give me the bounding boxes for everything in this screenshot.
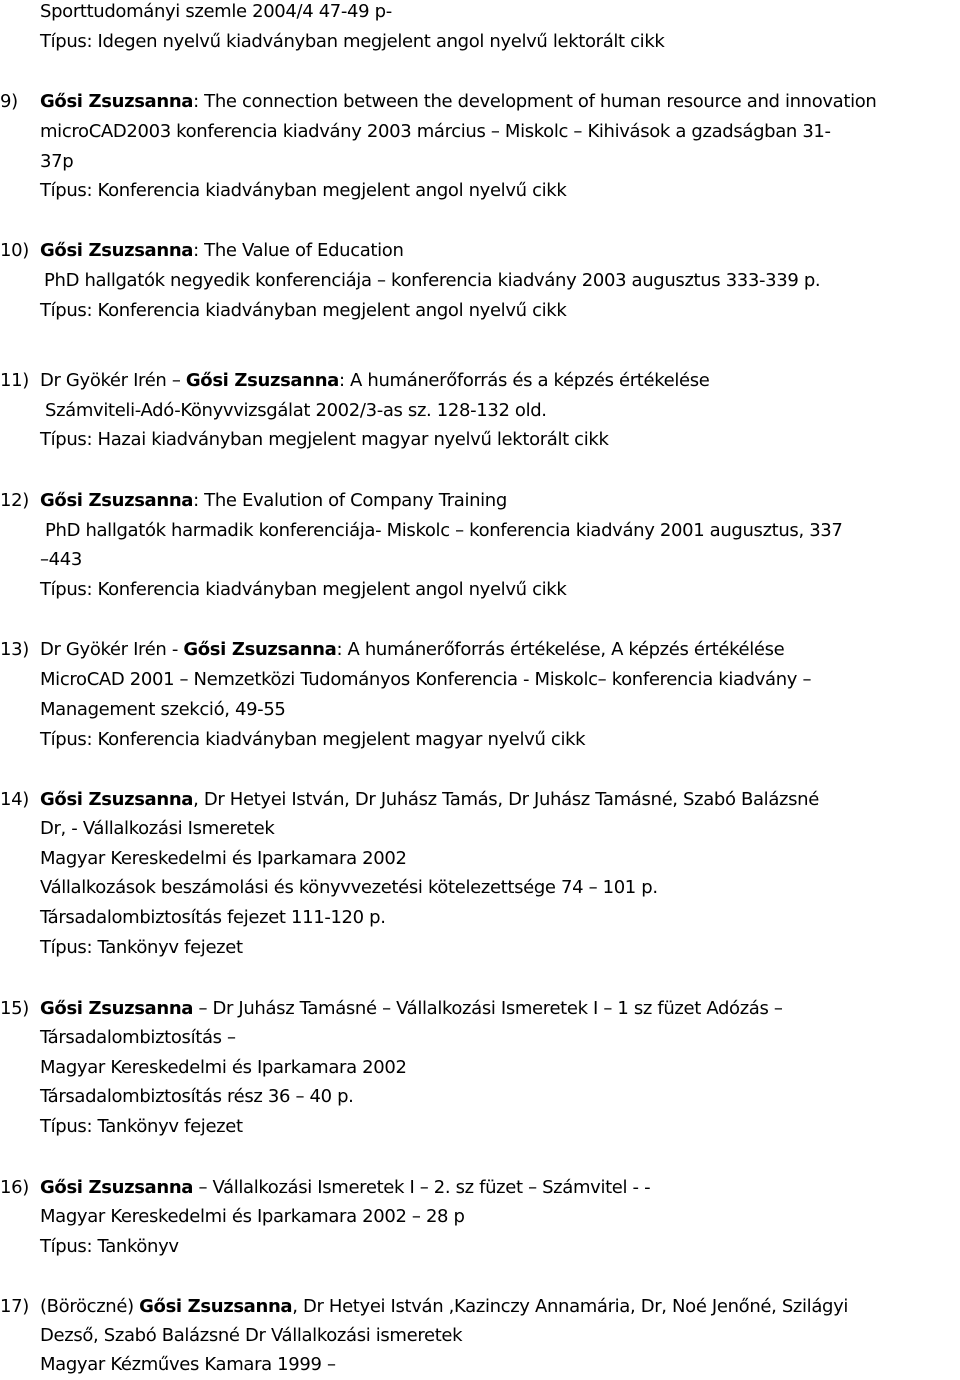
entry-14-line: Társadalombiztosítás fejezet 111-120 p.: [40, 907, 386, 928]
author-name: Gősi Zsuzsanna: [40, 490, 194, 511]
entry-16-title-line: [0, 1173, 650, 1203]
entry-12-line: –443: [40, 549, 82, 570]
entry-number: 17): [0, 1296, 29, 1317]
entry-13-line: MicroCAD 2001 – Nemzetközi Tudományos Konferencia - Miskolc– konferencia kiadvány –: [40, 669, 812, 690]
entry-title: : The Value of Education: [193, 240, 404, 261]
author-name: Gősi Zsuzsanna: [183, 639, 337, 660]
entry-17-line: Magyar Kézműves Kamara 1999 –: [40, 1354, 336, 1375]
coauthor-prefix: (Böröczné): [40, 1296, 140, 1317]
entry-14-type: Típus: Tankönyv fejezet: [40, 937, 243, 958]
entry-number: 10): [0, 240, 29, 261]
entry-11-line: Számviteli-Adó-Könyvvizsgálat 2002/3-as sz. 128-132 old.: [45, 400, 547, 421]
entry-9-title-line: [0, 87, 876, 117]
entry-title: : The Evalution of Company Training: [193, 490, 507, 511]
entry-title: : A humánerőforrás értékelése, A képzés értékélése: [336, 639, 785, 660]
entry-number: 9): [0, 91, 18, 112]
author-name: Gősi Zsuzsanna: [185, 370, 339, 391]
entry-title: : The connection between the development of human resource and innovation: [193, 91, 877, 112]
author-name: Gősi Zsuzsanna: [139, 1296, 293, 1317]
type-line: Típus: Idegen nyelvű kiadványban megjelent angol nyelvű lektorált cikk: [40, 31, 665, 52]
entry-15-line: Társadalombiztosítás –: [40, 1027, 236, 1048]
author-name: Gősi Zsuzsanna: [40, 240, 194, 261]
entry-14-line: Magyar Kereskedelmi és Iparkamara 2002: [40, 848, 407, 869]
entry-number: 11): [0, 370, 29, 391]
entry-12-title-line: [0, 486, 507, 516]
author-name: Gősi Zsuzsanna: [40, 1177, 194, 1198]
entry-number: 15): [0, 998, 29, 1019]
entry-title: , Dr Hetyei István ,Kazinczy Annamária, Dr, Noé Jenőné, Szilágyi: [292, 1296, 849, 1317]
entry-number: 12): [0, 490, 29, 511]
entry-12-line: PhD hallgatók harmadik konferenciája- Miskolc – konferencia kiadvány 2001 augusztus, 337: [45, 520, 843, 541]
entry-number: 13): [0, 639, 29, 660]
entry-11-title-line: [0, 366, 710, 396]
entry-17-title-line: [0, 1292, 848, 1322]
entry-14-title-line: [0, 785, 819, 815]
entry-15-line: Magyar Kereskedelmi és Iparkamara 2002: [40, 1057, 407, 1078]
entry-16-line: Magyar Kereskedelmi és Iparkamara 2002 – 28 p: [40, 1206, 465, 1227]
entry-17-line: Dezső, Szabó Balázsné Dr Vállalkozási ismeretek: [40, 1325, 463, 1346]
entry-13-title-line: [0, 635, 784, 665]
entry-title: , Dr Hetyei István, Dr Juhász Tamás, Dr Juhász Tamásné, Szabó Balázsné: [193, 789, 819, 810]
coauthor-prefix: Dr Gyökér Irén –: [40, 370, 186, 391]
entry-title: : A humánerőforrás és a képzés értékelése: [338, 370, 710, 391]
entry-10-line: PhD hallgatók negyedik konferenciája – konferencia kiadvány 2003 augusztus 333-339 p.: [44, 270, 821, 291]
entry-number: 14): [0, 789, 29, 810]
entry-9-line: 37p: [40, 151, 74, 172]
entry-title: – Dr Juhász Tamásné – Vállalkozási Ismeretek I – 1 sz füzet Adózás –: [193, 998, 783, 1019]
entry-10-title-line: [0, 236, 404, 266]
entry-12-type: Típus: Konferencia kiadványban megjelent angol nyelvű cikk: [40, 579, 567, 600]
author-name: Gősi Zsuzsanna: [40, 91, 194, 112]
entry-10-type: Típus: Konferencia kiadványban megjelent angol nyelvű cikk: [40, 300, 567, 321]
entry-14-line: Dr, - Vállalkozási Ismeretek: [40, 818, 275, 839]
entry-15-type: Típus: Tankönyv fejezet: [40, 1116, 243, 1137]
entry-title: – Vállalkozási Ismeretek I – 2. sz füzet – Számvitel - -: [193, 1177, 651, 1198]
entry-15-title-line: [0, 994, 783, 1024]
entry-9-type: Típus: Konferencia kiadványban megjelent angol nyelvű cikk: [40, 180, 567, 201]
entry-number: 16): [0, 1177, 29, 1198]
entry-16-type: Típus: Tankönyv: [40, 1236, 179, 1257]
author-name: Gősi Zsuzsanna: [40, 789, 194, 810]
author-name: Gősi Zsuzsanna: [40, 998, 194, 1019]
coauthor-prefix: Dr Gyökér Irén -: [40, 639, 184, 660]
entry-13-type: Típus: Konferencia kiadványban megjelent magyar nyelvű cikk: [40, 729, 586, 750]
entry-13-line: Management szekció, 49-55: [40, 699, 286, 720]
entry-9-line: microCAD2003 konferencia kiadvány 2003 március – Miskolc – Kihivások a gzadságban 31-: [40, 121, 831, 142]
entry-14-line: Vállalkozások beszámolási és könyvvezetési kötelezettsége 74 – 101 p.: [40, 877, 658, 898]
entry-11-type: Típus: Hazai kiadványban megjelent magyar nyelvű lektorált cikk: [40, 429, 609, 450]
journal-line: Sporttudományi szemle 2004/4 47-49 p-: [40, 1, 392, 22]
entry-15-line: Társadalombiztosítás rész 36 – 40 p.: [40, 1086, 354, 1107]
